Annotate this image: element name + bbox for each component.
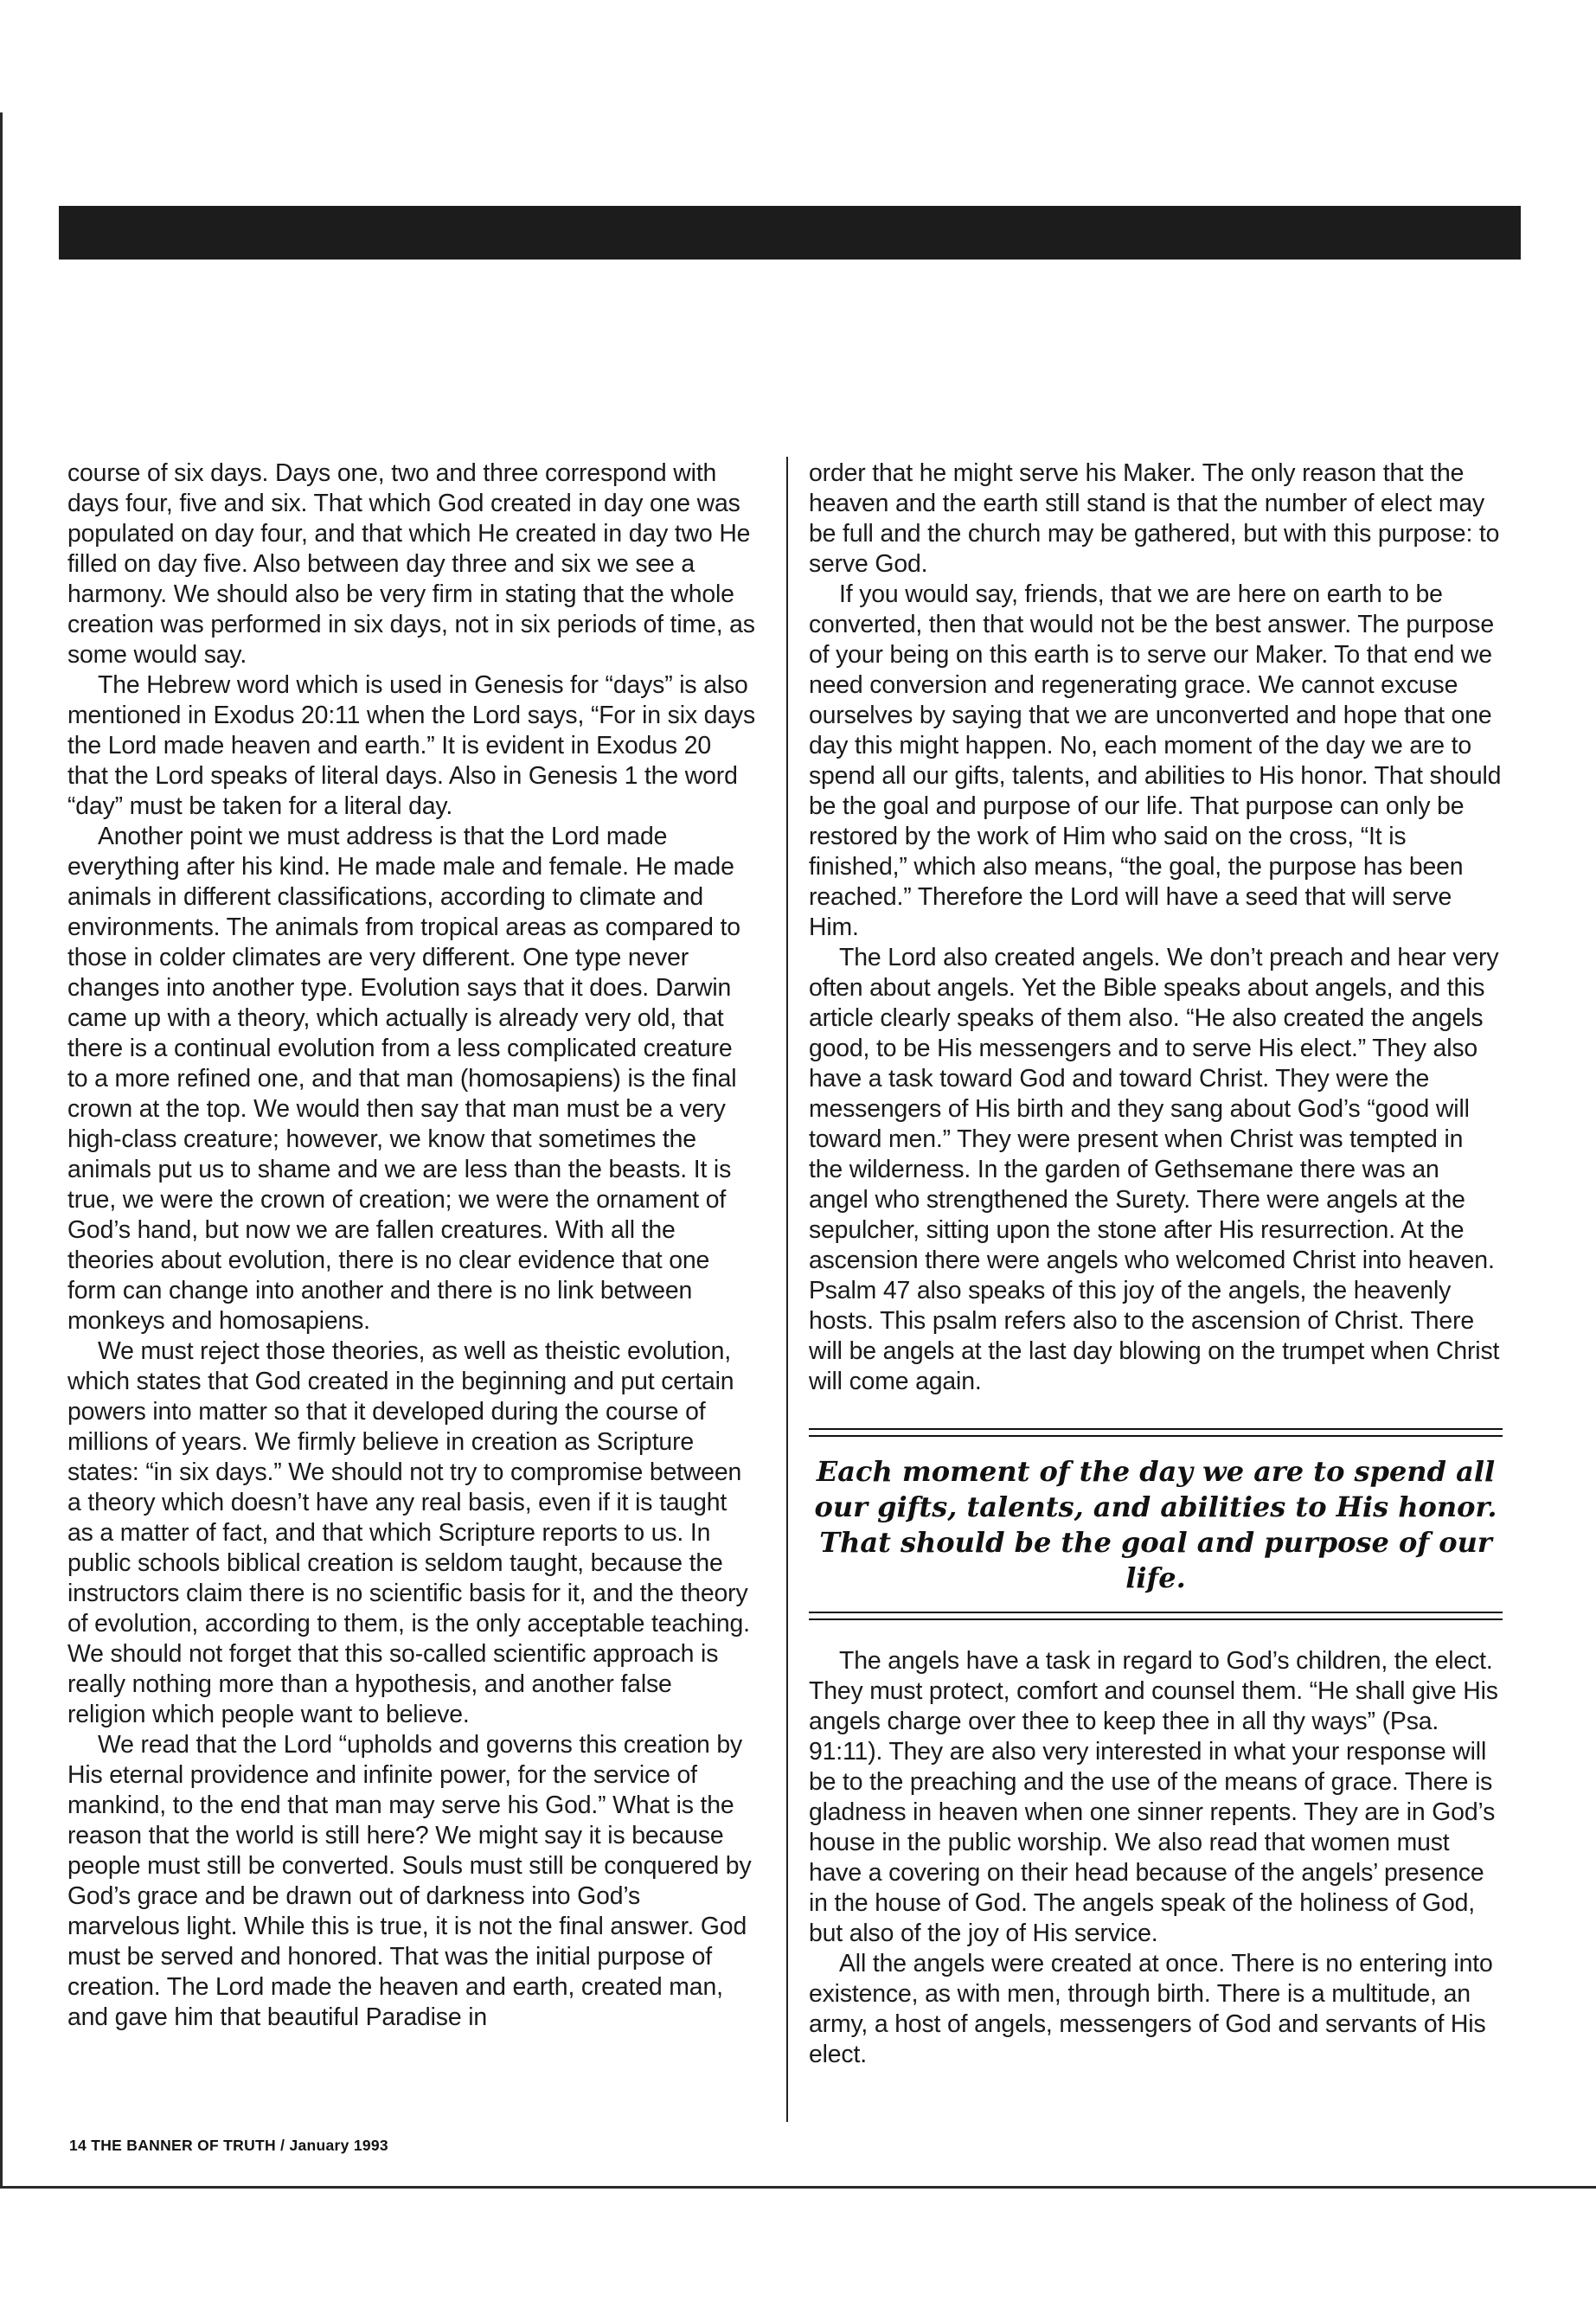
right-column <box>809 458 1503 2070</box>
paragraph: All the angels were created at once. There is no entering into existence, as with men, through birth. There is a multitude, an army, a host of angels, messengers of God and servants of His elect. <box>809 1950 1493 2068</box>
paragraph: Another point we must address is that the Lord made everything after his kind. He made male and female. He made animals in different classifications, according to climate and environments. The animals from tropical areas as compared to those in colder climates are very different. One type never changes into another type. Evolution says that it does. Darwin came up with a theory, which actually is already very old, that there is a continual evolution from a less complicated creature to a more refined one, and that man (homosapiens) is the final crown at the top. We would then say that man must be a very high-class creature; however, we know that sometimes the animals put us to shame and we are less than the beasts. It is true, we were the crown of creation; we were the ornament of God’s hand, but now we are fallen creatures. With all the theories about evolution, there is no clear evidence that one form can change into another and there is no link between monkeys and homosapiens. <box>67 823 740 1335</box>
pull-quote-top-rule <box>809 1428 1503 1437</box>
paragraph: order that he might serve his Maker. The only reason that the heaven and the earth still stand is that the number of elect may be full and the church may be gathered, but with this purpose: to serve God. <box>809 459 1500 578</box>
paragraph: The angels have a task in regard to God’s children, the elect. They must protect, comfort and counsel them. “He shall give His angels charge over thee to keep thee in all thy ways” (Psa. 91:11). They are also very interested in what your response will be to the preaching and the use of the means of grace. There is gladness in heaven when one sinner repents. They are in God’s house in the public worship. We also read that women must have a covering on their head because of the angels’ presence in the house of God. The angels speak of the holiness of God, but also of the joy of His service. <box>809 1647 1498 1947</box>
paragraph: The Hebrew word which is used in Genesis for “days” is also mentioned in Exodus 20:11 when the Lord says, “For in six days the Lord made heaven and earth.” It is evident in Exodus 20 that the Lord speaks of literal days. Also in Genesis 1 the word “day” must be taken for a literal day. <box>67 671 756 820</box>
column-divider <box>786 457 788 2122</box>
paragraph: The Lord also created angels. We don’t preach and hear very often about angels. Yet the Bible speaks about angels, and this article clearly speaks of them also. “He also created the angels good, to be His messengers and to serve His elect.” They also have a task toward God and toward Christ. They were the messengers of His birth and they sang about God’s “good will toward men.” They were present when Christ was tempted in the wilderness. In the garden of Gethsemane there was an angel who strengthened the Surety. There were angels at the sepulcher, sitting upon the stone after His resurrection. At the ascension there were angels who welcomed Christ into heaven. Psalm 47 also speaks of this joy of the angels, the heavenly hosts. This psalm refers also to the ascension of Christ. There will be angels at the last day blowing on the trumpet when Christ will come again. <box>809 944 1500 1395</box>
pull-quote-bottom-rule <box>809 1612 1503 1620</box>
paragraph: We must reject those theories, as well as theistic evolution, which states that God created in the beginning and put certain powers into matter so that it developed during the course of millions of years. We firmly believe in creation as Scripture states: “in six days.” We should not try to compromise between a theory which doesn’t have any real basis, even if it is taught as a matter of fact, and that which Scripture reports to us. In public schools biblical creation is seldom taught, because the instructors claim there is no scientific basis for it, and the theory of evolution, according to them, is the only acceptable teaching. We should not forget that this so-called scientific approach is really nothing more than a hypothesis, and another false religion which people want to believe. <box>67 1337 750 1728</box>
paragraph: We read that the Lord “upholds and governs this creation by His eternal providence and infinite power, for the service of mankind, to the end that man may serve his God.” What is the reason that the world is still here? We might say it is because people must still be converted. Souls must still be conquered by God’s grace and be drawn out of darkness into God’s marvelous light. While this is true, it is not the final answer. God must be served and honored. That was the initial purpose of creation. The Lord made the heaven and earth, created man, and gave him that beautiful Paradise in <box>67 1731 752 2031</box>
paragraph: course of six days. Days one, two and three correspond with days four, five and six. That which God created in day one was populated on day four, and that which He created in day two He filled on day five. Also between day three and six we see a harmony. We should also be very firm in stating that the whole creation was performed in six days, not in six periods of time, as some would say. <box>67 459 755 669</box>
header-bar <box>59 206 1521 260</box>
left-column <box>67 458 755 2033</box>
page-footer: 14 THE BANNER OF TRUTH / January 1993 <box>69 2137 388 2154</box>
pull-quote-box <box>809 1428 1503 1620</box>
scan-edge-bottom <box>0 2186 1596 2189</box>
pull-quote: Each moment of the day we are to spend all our gifts, talents, and abilities to His honor. That should be the goal and purpose of our life. <box>814 1455 1497 1594</box>
after-quote-text <box>809 1646 1503 2070</box>
paragraph: If you would say, friends, that we are here on earth to be converted, then that would not be the best answer. The purpose of your being on this earth is to serve our Maker. To that end we need conversion and regenerating grace. We cannot excuse ourselves by saying that we are unconverted and hope that one day this might happen. No, each moment of the day we are to spend all our gifts, talents, and abilities to His honor. That should be the goal and purpose of our life. That purpose can only be restored by the work of Him who said on the cross, “It is finished,” which also means, “the goal, the purpose has been reached.” Therefore the Lord will have a seed that will serve Him. <box>809 580 1502 941</box>
scan-edge-left <box>0 112 3 2189</box>
